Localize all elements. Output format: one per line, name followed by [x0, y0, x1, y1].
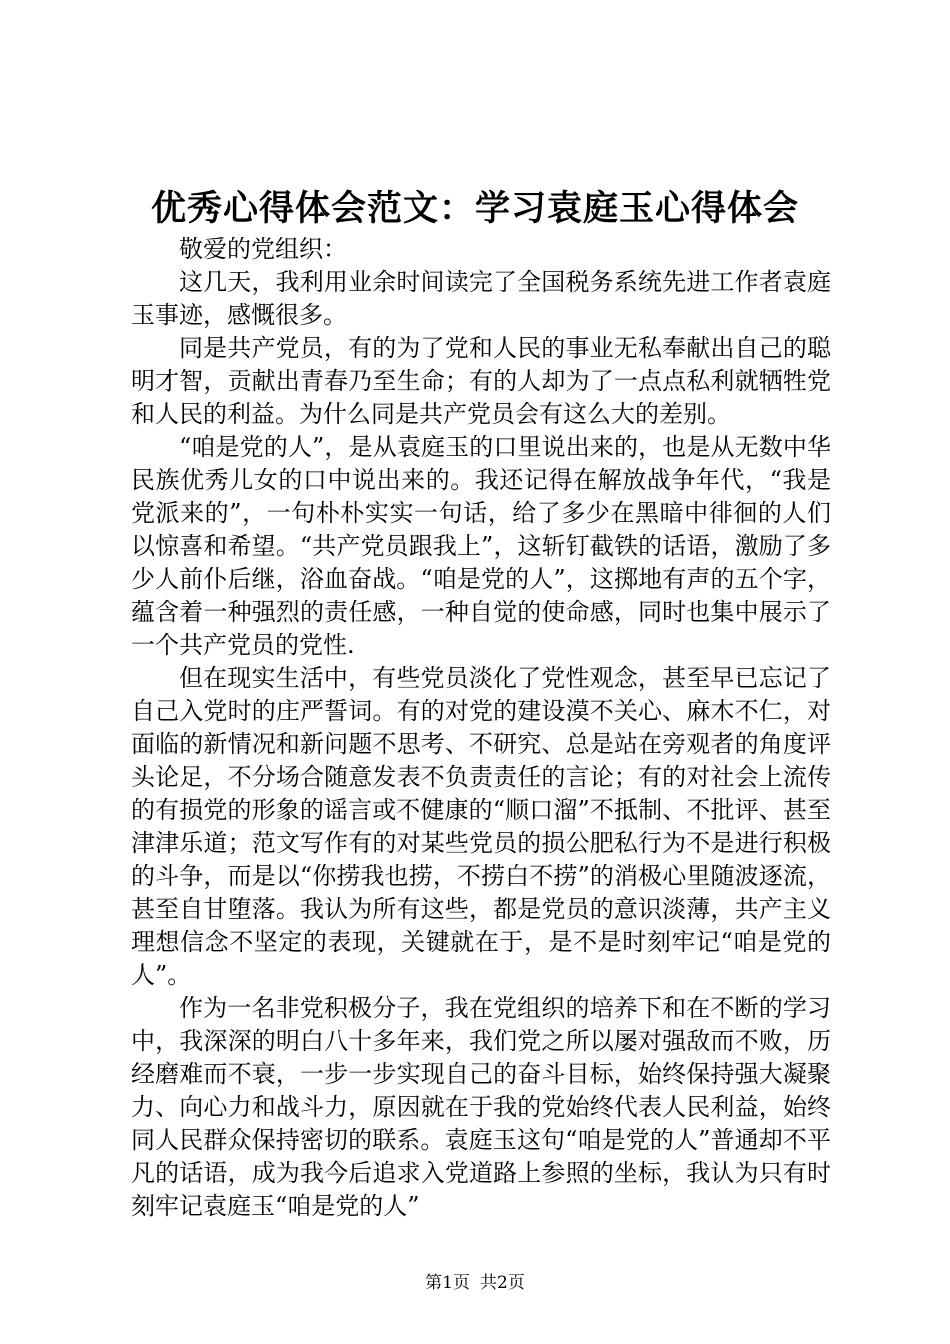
document-body [131, 233, 831, 1223]
page-number-total: 共2页 [480, 1273, 525, 1293]
paragraph: “咱是党的人”，是从袁庭玉的口里说出来的，也是从无数中华民族优秀儿女的口中说出来的。我还记得在解放战争年代，“我是党派来的”，一句朴朴实实一句话，给了多少在黑暗中徘徊的人们以惊喜和希望。“共产党员跟我上”，这斩钉截铁的话语，激励了多少人前仆后继，浴血奋战。“咱是党的人”，这掷地有声的五个字，蕴含着一种强烈的责任感，一种自觉的使命感，同时也集中展示了一个共产党员的党性. [131, 433, 831, 659]
paragraph: 这几天，我利用业余时间读完了全国税务系统先进工作者袁庭玉事迹，感慨很多。 [131, 268, 831, 329]
salutation: 敬爱的党组织： [179, 235, 347, 263]
paragraph: 同是共产党员，有的为了党和人民的事业无私奉献出自己的聪明才智，贡献出青春乃至生命；有的人却为了一点点私利就牺牲党和人民的利益。为什么同是共产党员会有这么大的差别。 [131, 334, 831, 428]
paragraph: 作为一名非党积极分子，我在党组织的培养下和在不断的学习中，我深深的明白八十多年来，我们党之所以屡对强敌而不败，历经磨难而不衰，一步一步实现自己的奋斗目标，始终保持强大凝聚力、向心力和战斗力，原因就在于我的党始终代表人民利益，始终同人民群众保持密切的联系。袁庭玉这句“咱是党的人”普通却不平凡的话语，成为我今后追求入党道路上参照的坐标，我认为只有时刻牢记袁庭玉“咱是党的人” [131, 994, 831, 1220]
document-title: 优秀心得体会范文：学习袁庭玉心得体会 [150, 189, 799, 229]
paragraph: 但在现实生活中，有些党员淡化了党性观念，甚至早已忘记了自己入党时的庄严誓词。有的对党的建设漠不关心、麻木不仁，对面临的新情况和新问题不思考、不研究、总是站在旁观者的角度评头论足，不分场合随意发表不负责责任的言论；有的对社会上流传的有损党的形象的谣言或不健康的“顺口溜”不抵制、不批评、甚至津津乐道；范文写作有的对某些党员的损公肥私行为不是进行积极的斗争，而是以“你捞我也捞，不捞白不捞”的消极心里随波逐流，甚至自甘堕落。我认为所有这些，都是党员的意识淡薄，共产主义理想信念不坚定的表现，关键就在于，是不是时刻牢记“咱是党的人”。 [131, 664, 831, 989]
page-footer [0, 1271, 950, 1295]
page-number-current: 第1页 [425, 1273, 470, 1293]
